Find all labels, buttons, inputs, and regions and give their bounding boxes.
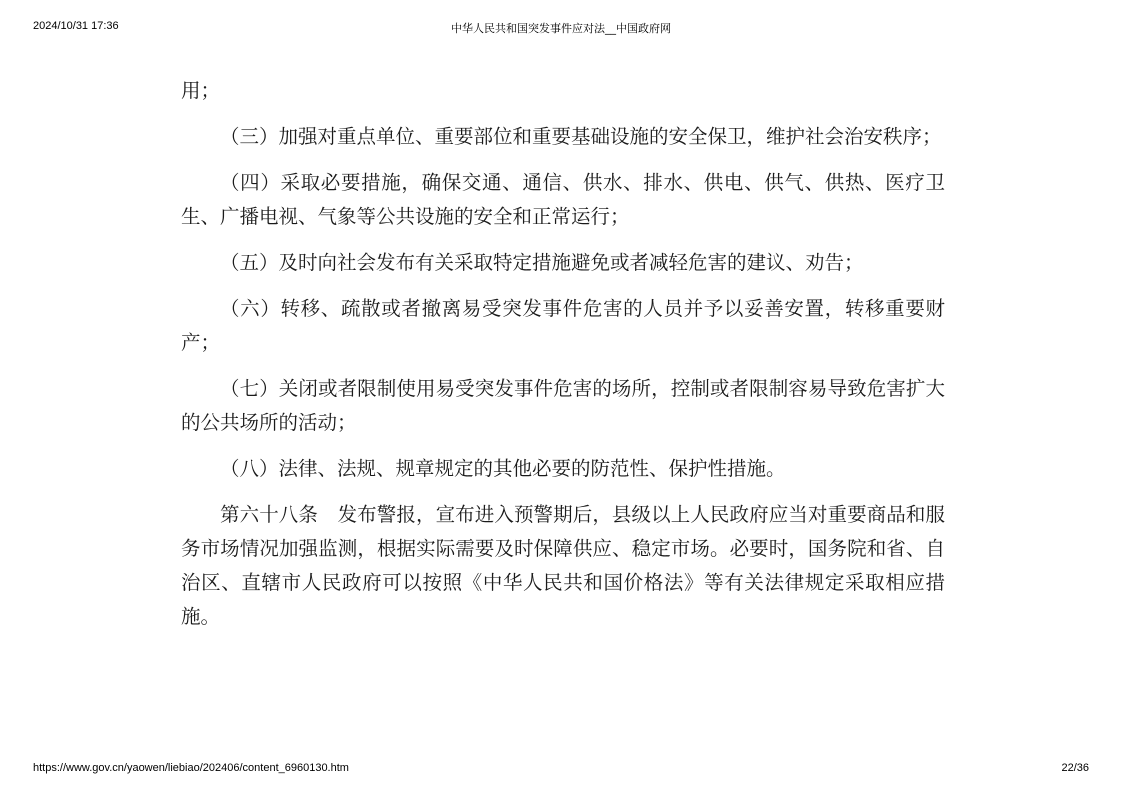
paragraph-item-7: （七）关闭或者限制使用易受突发事件危害的场所，控制或者限制容易导致危害扩大的公共场所的活动； — [181, 377, 945, 434]
document-body — [181, 74, 945, 646]
print-datetime: 2024/10/31 17:36 — [33, 20, 119, 32]
print-url: https://www.gov.cn/yaowen/liebiao/202406/content_6960130.htm — [33, 762, 349, 774]
paragraph-item-6: （六）转移、疏散或者撤离易受突发事件危害的人员并予以妥善安置，转移重要财产； — [181, 297, 945, 354]
paragraph-article-68: 第六十八条 发布警报，宣布进入预警期后，县级以上人民政府应当对重要商品和服务市场情况加强监测，根据实际需要及时保障供应、稳定市场。必要时，国务院和省、自治区、直辖市人民政府可以按照《中华人民共和国价格法》等有关法律规定采取相应措施。 — [181, 503, 945, 628]
paragraph-item-3: （三）加强对重点单位、重要部位和重要基础设施的安全保卫，维护社会治安秩序； — [220, 125, 942, 148]
paragraph-item-8: （八）法律、法规、规章规定的其他必要的防范性、保护性措施。 — [220, 457, 786, 480]
paragraph-item-4: （四）采取必要措施，确保交通、通信、供水、排水、供电、供气、供热、医疗卫生、广播电视、气象等公共设施的安全和正常运行； — [181, 171, 945, 228]
paragraph-continuation: 用； — [181, 79, 221, 102]
print-page-title: 中华人民共和国突发事件应对法__中国政府网 — [451, 22, 671, 35]
print-page-number: 22/36 — [1061, 762, 1089, 774]
paragraph-item-5: （五）及时向社会发布有关采取特定措施避免或者减轻危害的建议、劝告； — [220, 251, 864, 274]
